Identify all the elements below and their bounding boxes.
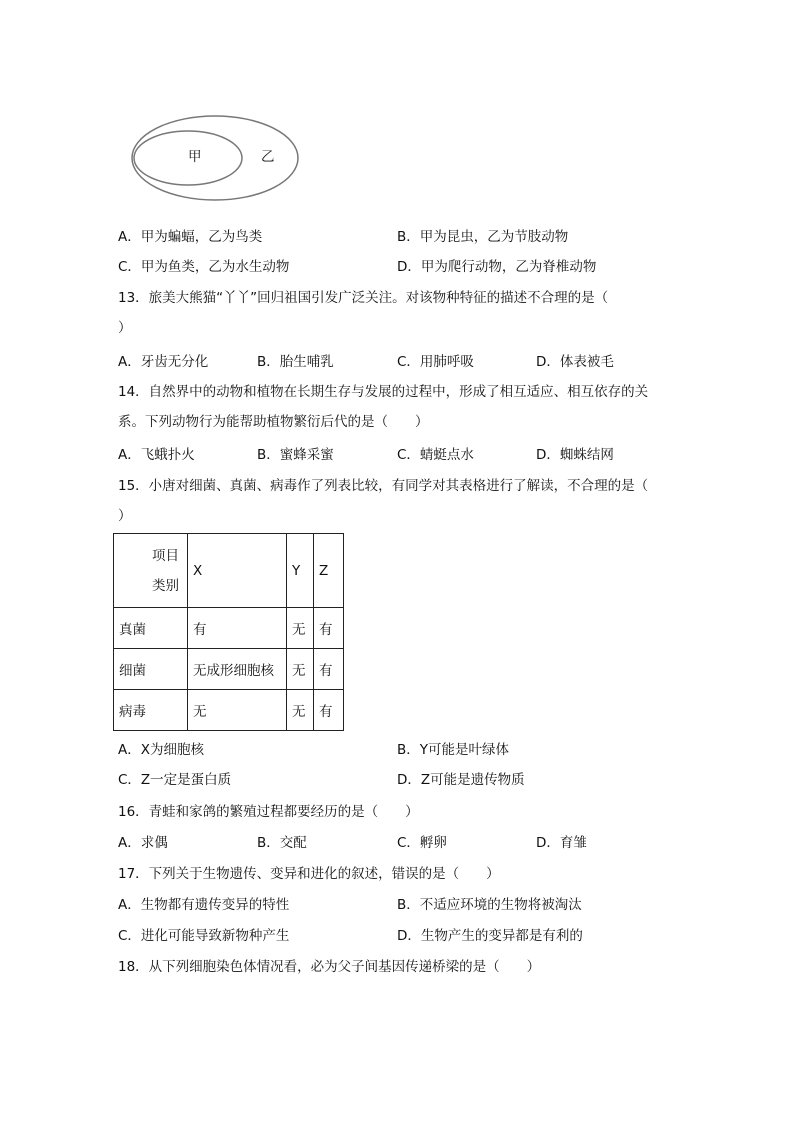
q13-stem: 13．旅美大熊猫“丫丫”回归祖国引发广泛关注。对该物种特征的描述不合理的是（ bbox=[118, 290, 609, 306]
header-x: X bbox=[188, 534, 287, 608]
q16-stem: 16．青蛙和家鸽的繁殖过程都要经历的是（ ） bbox=[118, 804, 419, 820]
header-y: Y bbox=[287, 534, 314, 608]
q12-option-a: A．甲为蝙蝠，乙为鸟类 bbox=[118, 229, 263, 245]
q15-stem-cont: ） bbox=[118, 508, 132, 524]
table-row bbox=[114, 690, 344, 731]
q12-option-d: D．甲为爬行动物，乙为脊椎动物 bbox=[397, 259, 597, 275]
cell: 有 bbox=[188, 608, 287, 649]
q15-option-b: B．Y可能是叶绿体 bbox=[397, 742, 510, 758]
header-bottom: 类别 bbox=[152, 577, 179, 594]
cell: 真菌 bbox=[114, 608, 188, 649]
q14-stem: 14．自然界中的动物和植物在长期生存与发展的过程中，形成了相互适应、相互依存的关 bbox=[118, 384, 649, 400]
cell: 无 bbox=[188, 690, 287, 731]
q16-option-c: C．孵卵 bbox=[397, 835, 447, 851]
q14-option-c: C．蜻蜓点水 bbox=[397, 447, 474, 463]
inner-label: 甲 bbox=[188, 149, 202, 165]
outer-label: 乙 bbox=[261, 149, 275, 165]
cell: 无成形细胞核 bbox=[188, 649, 287, 690]
q18-stem: 18．从下列细胞染色体情况看，必为父子间基因传递桥梁的是（ ） bbox=[118, 959, 541, 975]
header-corner bbox=[114, 534, 188, 608]
cell: 无 bbox=[287, 608, 314, 649]
table-header-row bbox=[114, 534, 344, 608]
q15-option-c: C．Z一定是蛋白质 bbox=[118, 772, 232, 788]
venn-diagram bbox=[0, 0, 794, 260]
cell: 病毒 bbox=[114, 690, 188, 731]
q12-option-c: C．甲为鱼类，乙为水生动物 bbox=[118, 259, 290, 275]
cell: 有 bbox=[314, 608, 344, 649]
header-top: 项目 bbox=[152, 547, 179, 564]
cell: 有 bbox=[314, 649, 344, 690]
q17-option-c: C．进化可能导致新物种产生 bbox=[118, 928, 290, 944]
q15-option-d: D．Z可能是遗传物质 bbox=[397, 772, 525, 788]
q13-option-d: D．体表被毛 bbox=[536, 354, 614, 370]
q16-option-a: A．求偶 bbox=[118, 835, 168, 851]
q17-option-a: A．生物都有遗传变异的特性 bbox=[118, 897, 290, 913]
q13-option-b: B．胎生哺乳 bbox=[257, 354, 334, 370]
cell: 有 bbox=[314, 690, 344, 731]
table-row bbox=[114, 608, 344, 649]
q17-stem: 17．下列关于生物遗传、变异和进化的叙述，错误的是（ ） bbox=[118, 866, 500, 882]
table-row bbox=[114, 649, 344, 690]
q14-option-d: D．蜘蛛结网 bbox=[536, 447, 614, 463]
q14-option-a: A．飞蛾扑火 bbox=[118, 447, 195, 463]
comparison-table bbox=[113, 533, 344, 731]
cell: 无 bbox=[287, 690, 314, 731]
cell: 无 bbox=[287, 649, 314, 690]
q16-option-b: B．交配 bbox=[257, 835, 307, 851]
q12-option-b: B．甲为昆虫，乙为节肢动物 bbox=[397, 229, 569, 245]
q13-stem-cont: ） bbox=[118, 320, 132, 336]
q15-stem: 15．小唐对细菌、真菌、病毒作了列表比较，有同学对其表格进行了解读，不合理的是（ bbox=[118, 478, 649, 494]
q15-option-a: A．X为细胞核 bbox=[118, 742, 204, 758]
q13-option-c: C．用肺呼吸 bbox=[397, 354, 474, 370]
q13-option-a: A．牙齿无分化 bbox=[118, 354, 209, 370]
q17-option-b: B．不适应环境的生物将被淘汰 bbox=[397, 897, 582, 913]
q16-option-d: D．育雏 bbox=[536, 835, 587, 851]
header-z: Z bbox=[314, 534, 344, 608]
q17-option-d: D．生物产生的变异都是有利的 bbox=[397, 928, 583, 944]
cell: 细菌 bbox=[114, 649, 188, 690]
q14-stem-cont: 系。下列动物行为能帮助植物繁衍后代的是（ ） bbox=[118, 414, 429, 430]
q14-option-b: B．蜜蜂采蜜 bbox=[257, 447, 334, 463]
